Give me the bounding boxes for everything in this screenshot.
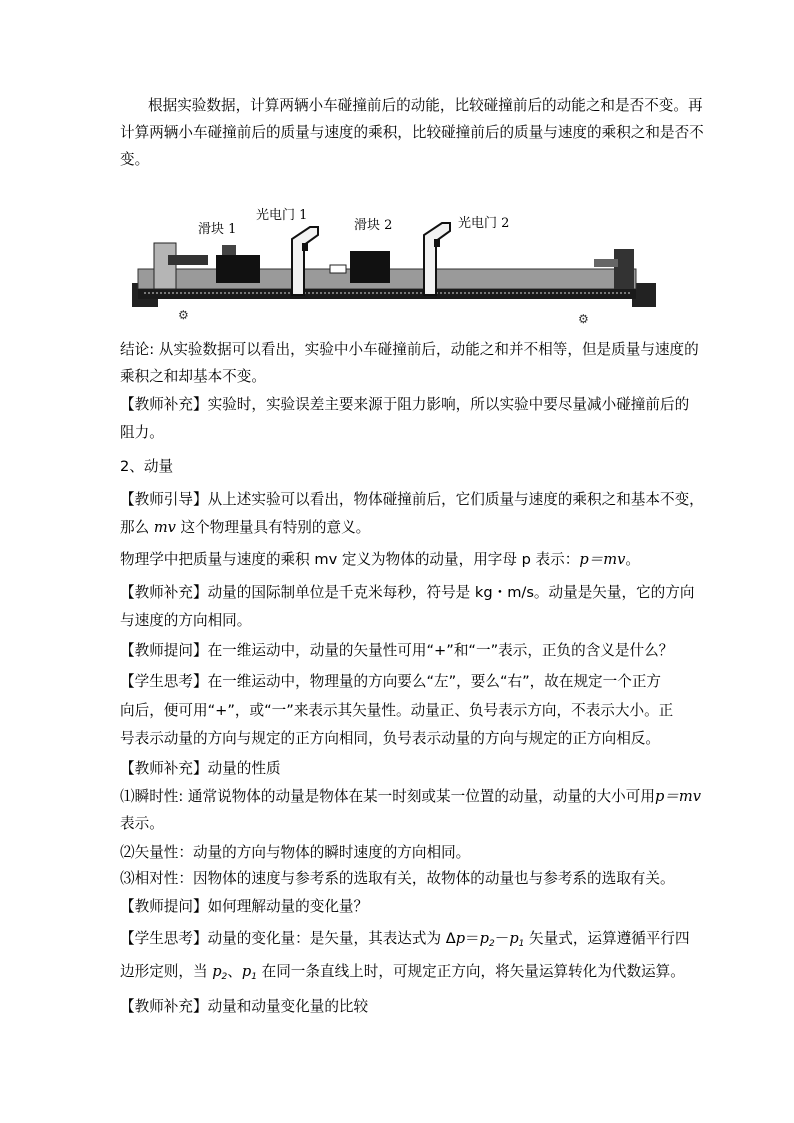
slider-1-flag [222,245,236,255]
left-bumper [168,255,208,265]
student-thinking-2-line-1: 【学生思考】动量的变化量：是矢量，其表达式为 $\Delta p=p_2-p_1$ 矢量式，运算遵循平行四 [120,930,690,949]
property-3: ⑶相对性：因物体的速度与参考系的选取有关，故物体的动量也与参考系的选取有关。 [120,870,675,887]
slider-2 [350,251,390,283]
conclusion-line-2: 乘积之和却基本不变。 [120,368,266,385]
student-thinking-1-line-1: 【学生思考】在一维运动中，物理量的方向要么“左”，要么“右”，故在规定一个正方 [120,673,662,690]
air-track-figure [124,205,660,327]
right-end-block [614,249,634,289]
label-gate-1: 光电门 1 [256,208,308,223]
intro-line-3: 变。 [120,151,150,168]
teacher-guide-line-1: 【教师引导】从上述实验可以看出，物体碰撞前后，它们质量与速度的乘积之和基本不变， [120,491,704,508]
leveling-screw-right: ⚙ [578,312,589,326]
teacher-supplement-2-line-1: 【教师补充】动量的国际制单位是千克米每秒，符号是 kg・m/s。动量是矢量，它的方向 [120,584,695,601]
intro-line-1: 根据实验数据，计算两辆小车碰撞前后的动能，比较碰撞前后的动能之和是否不变。再 [148,97,703,114]
leveling-screw-left: ⚙ [178,308,189,322]
teacher-supplement-1-line-1: 【教师补充】实验时，实验误差主要来源于阻力影响，所以实验中要尽量减小碰撞前后的 [120,396,690,413]
student-thinking-1-line-2: 向后，便可用“+”，或“一”来表示其矢量性。动量正、负号表示方向，不表示大小。正 [120,702,674,719]
property-1-line-1: ⑴瞬时性: 通常说物体的动量是物体在某一时刻或某一位置的动量，动量的大小可用p＝mv [120,788,701,805]
teacher-supplement-4: 【教师补充】动量和动量变化量的比较 [120,998,369,1015]
label-slider-2: 滑块 2 [354,218,393,233]
photogate-1-sensor [302,243,308,251]
momentum-definition: 物理学中把质量与速度的乘积 mv 定义为物体的动量，用字母 p 表示：p＝mv。 [120,551,640,568]
student-thinking-1-line-3: 号表示动量的方向与规定的正方向相同，负号表示动量的方向与规定的正方向相反。 [120,730,660,747]
right-bumper [594,259,618,267]
left-end-block [154,243,176,289]
slider-1 [216,255,260,283]
teacher-supplement-1-line-2: 阻力。 [120,424,164,441]
intro-line-2: 计算两辆小车碰撞前后的质量与速度的乘积，比较碰撞前后的质量与速度的乘积之和是否不 [120,124,704,141]
teacher-guide-line-2: 那么 mv 这个物理量具有特别的意义。 [120,519,371,536]
label-gate-2: 光电门 2 [458,216,510,231]
property-2: ⑵矢量性：动量的方向与物体的瞬时速度的方向相同。 [120,844,471,861]
property-1-line-2: 表示。 [120,815,164,832]
teacher-question-1: 【教师提问】在一维运动中，动量的矢量性可用“+”和“一”表示，正负的含义是什么？ [120,642,674,659]
section-heading: 2、动量 [120,458,174,475]
teacher-supplement-2-line-2: 与速度的方向相同。 [120,612,252,629]
teacher-supplement-3: 【教师补充】动量的性质 [120,760,281,777]
conclusion-line-1: 结论: 从实验数据可以看出，实验中小车碰撞前后，动能之和并不相等，但是质量与速度的 [120,341,699,358]
student-thinking-2-line-2: 边形定则，当 $p_2$、$p_1$ 在同一条直线上时，可规定正方向，将矢量运算转化为代数运算。 [120,963,685,982]
photogate-2-sensor [434,239,440,247]
label-slider-1: 滑块 1 [198,222,237,237]
teacher-question-2: 【教师提问】如何理解动量的变化量？ [120,898,369,915]
spring [330,265,346,273]
